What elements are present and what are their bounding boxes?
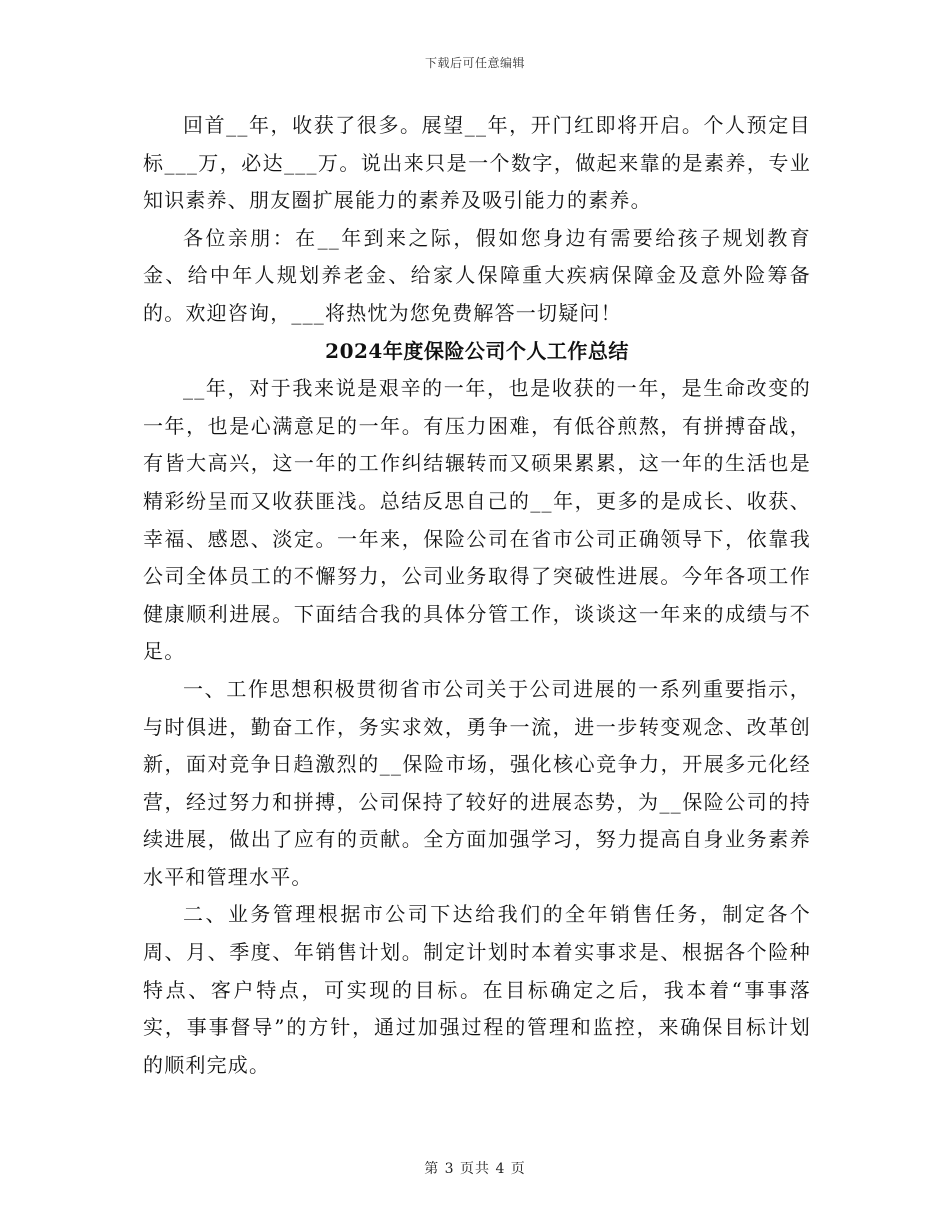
document-title: 2024年度保险公司个人工作总结	[325, 338, 629, 363]
page-header: 下载后可任意编辑	[424, 56, 525, 70]
document-body	[143, 107, 811, 1084]
page-footer: 第 3 页共 4 页	[424, 1161, 526, 1177]
intro-paragraph: 回首__年，收获了很多。展望__年，开门红即将开启。个人预定目标___万，必达___万。说出来只是一个数字，做起来靠的是素养，专业知识素养、朋友圈扩展能力的素养及吸引能力的素养。	[143, 113, 811, 213]
body-paragraph: 一、工作思想积极贯彻省市公司关于公司进展的一系列重要指示，与时俱进，勤奋工作，务实求效，勇争一流，进一步转变观念、改革创新，面对竞争日趋激烈的__保险市场，强化核心竞争力，开展多元化经营，经过努力和拼搏，公司保持了较好的进展态势，为__保险公司的持续进展，做出了应有的贡献。全方面加强学习，努力提高自身业务素养水平和管理水平。	[143, 676, 811, 889]
intro-paragraph: 各位亲朋：在__年到来之际，假如您身边有需要给孩子规划教育金、给中年人规划养老金、给家人保障重大疾病保障金及意外险筹备的。欢迎咨询，___将热忱为您免费解答一切疑问！	[143, 225, 811, 325]
body-paragraph: 二、业务管理根据市公司下达给我们的全年销售任务，制定各个周、月、季度、年销售计划。制定计划时本着实事求是、根据各个险种特点、客户特点，可实现的目标。在目标确定之后，我本着“事事落实，事事督导”的方针，通过加强过程的管理和监控，来确保目标计划的顺利完成。	[143, 902, 811, 1077]
body-paragraph: __年，对于我来说是艰辛的一年，也是收获的一年，是生命改变的一年，也是心满意足的一年。有压力困难，有低谷煎熬，有拼搏奋战，有皆大高兴，这一年的工作纠结辗转而又硕果累累，这一年的生活也是精彩纷呈而又收获匪浅。总结反思自己的__年，更多的是成长、收获、幸福、感恩、淡定。一年来，保险公司在省市公司正确领导下，依靠我公司全体员工的不懈努力，公司业务取得了突破性进展。今年各项工作健康顺利进展。下面结合我的具体分管工作，谈谈这一年来的成绩与不足。	[143, 376, 811, 664]
